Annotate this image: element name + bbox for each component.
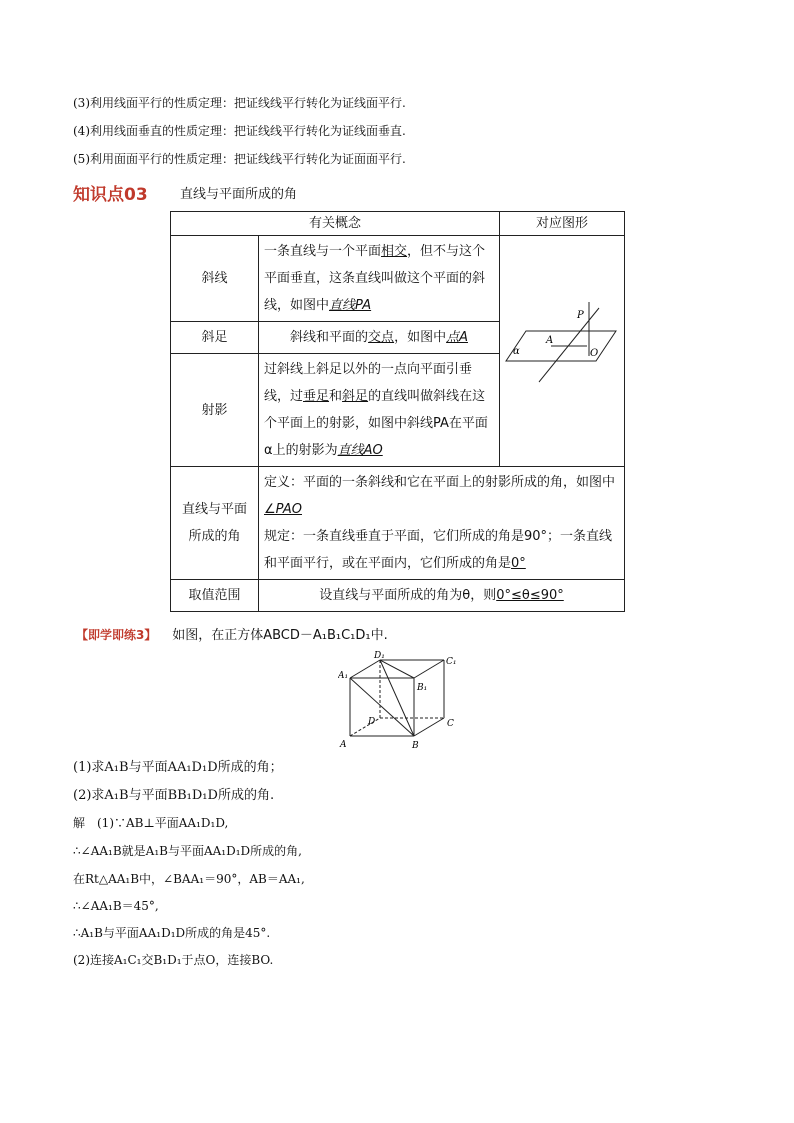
concept-table: [170, 211, 625, 612]
cube-label-b1: B₁: [417, 683, 428, 693]
header-figure: 对应图形: [500, 212, 625, 236]
practice-intro: 如图，在正方体ABCD－A₁B₁C₁D₁中.: [172, 628, 388, 643]
cube-label-c1: C₁: [446, 657, 457, 667]
question-2: (2)求A₁B与平面BB₁D₁D所成的角.: [73, 788, 275, 803]
edge-b1-c1: [414, 660, 444, 678]
cube-label-a: A: [340, 740, 347, 750]
diag-d1-b: [380, 660, 414, 736]
row-name-oblique-line: 斜线: [171, 236, 259, 322]
label-p: P: [576, 310, 584, 321]
row-desc-angle: 定义：平面的一条斜线和它在平面上的射影所成的角，如图中∠PAO 规定：一条直线垂直于平面，它们所成的角是90°；一条直线和平面平行，或在平面内，它们所成的角是0°: [259, 467, 625, 580]
figure-cell: [500, 236, 625, 467]
table-header-row: [171, 212, 625, 236]
cube-figure: [338, 648, 460, 750]
oblique-line-figure: [501, 296, 624, 396]
row-desc-range: 设直线与平面所成的角为θ，则0°≤θ≤90°: [259, 580, 625, 612]
row-name-range: 取值范围: [171, 580, 259, 612]
practice-heading: [76, 624, 388, 643]
solution-line: ∴∠AA₁B＝45°,: [73, 899, 159, 913]
solution-line: 在Rt△AA₁B中，∠BAA₁＝90°，AB＝AA₁,: [73, 872, 305, 886]
edge-d1-a1: [350, 660, 380, 678]
label-alpha: α: [512, 346, 520, 357]
label-a: A: [545, 335, 553, 346]
solution-line: ∴A₁B与平面AA₁D₁D所成的角是45°.: [73, 926, 271, 940]
cube-label-d1: D₁: [374, 651, 385, 661]
solution-line: 解 (1)∵AB⊥平面AA₁D₁D,: [73, 816, 229, 830]
row-name-angle: 直线与平面所成的角: [171, 467, 259, 580]
label-o: O: [589, 348, 598, 359]
cube-label-b: B: [412, 741, 419, 750]
table-row: [171, 580, 625, 612]
row-desc-oblique-line: 一条直线与一个平面相交，但不与这个平面垂直，这条直线叫做这个平面的斜线，如图中直线PA: [259, 236, 500, 322]
cube-label-d: D: [368, 717, 376, 727]
header-concept: 有关概念: [171, 212, 500, 236]
row-name-projection: 射影: [171, 354, 259, 467]
table-row: [171, 467, 625, 580]
diag-a1-b: [350, 678, 414, 736]
question-1: (1)求A₁B与平面AA₁D₁D所成的角；: [73, 760, 283, 775]
property-line-5: (5)利用面面平行的性质定理：把证线线平行转化为证面面平行.: [73, 152, 406, 166]
solution-line: (2)连接A₁C₁交B₁D₁于点O，连接BO.: [73, 953, 274, 967]
property-line-4: (4)利用线面垂直的性质定理：把证线线平行转化为证线面垂直.: [73, 124, 406, 138]
property-line-3: (3)利用线面平行的性质定理：把证线线平行转化为证线面平行.: [73, 96, 406, 110]
knowledge-point-label: 知识点03: [73, 185, 148, 205]
cube-label-a1: A₁: [338, 671, 349, 681]
edge-b-c: [414, 718, 444, 736]
row-desc-projection: 过斜线上斜足以外的一点向平面引垂线，过垂足和斜足的直线叫做斜线在这个平面上的射影，如图中斜线PA在平面α上的射影为直线AO: [259, 354, 500, 467]
row-desc-foot: 斜线和平面的交点，如图中点A: [259, 322, 500, 354]
solution-line: ∴∠AA₁B就是A₁B与平面AA₁D₁D所成的角,: [73, 844, 302, 858]
row-name-foot: 斜足: [171, 322, 259, 354]
practice-tag: 【即学即练3】: [76, 628, 157, 642]
table-row: [171, 236, 625, 322]
diag-b1-d1: [380, 660, 414, 678]
edge-a-d: [350, 718, 380, 736]
cube-label-c: C: [447, 719, 454, 729]
knowledge-point-title: 直线与平面所成的角: [180, 187, 298, 202]
